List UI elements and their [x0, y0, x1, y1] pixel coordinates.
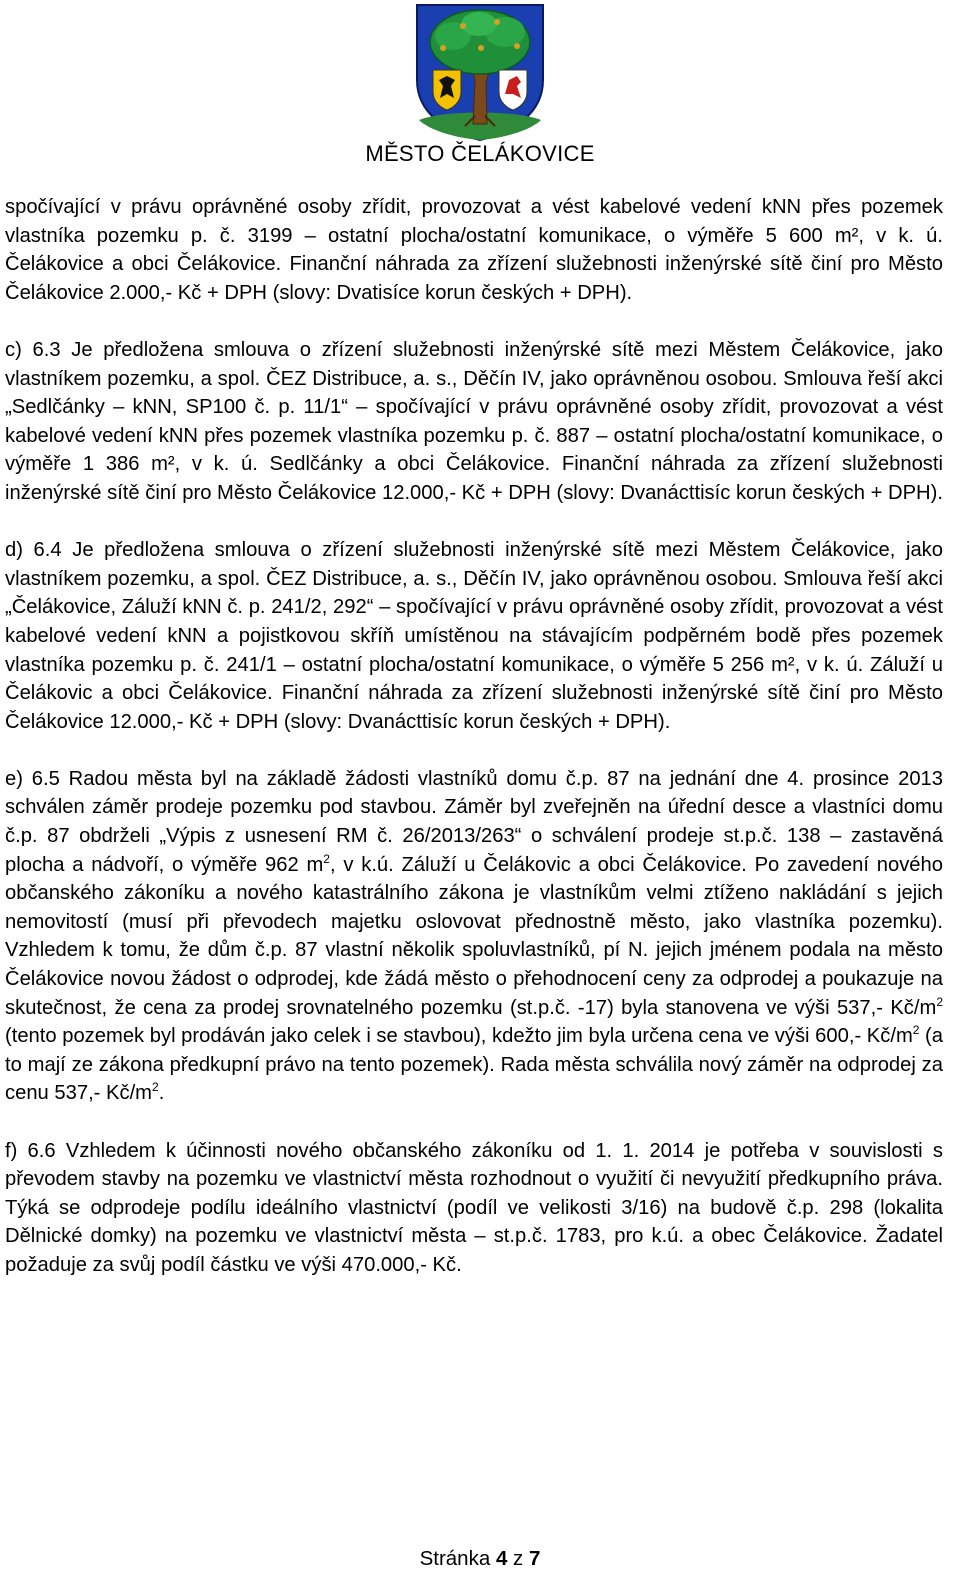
page-number	[0, 1547, 960, 1571]
paragraph-item-e	[5, 765, 943, 1108]
text-run: e) 6.5 Radou města byl na základě žádosti vlastníků domu č.p. 87 na jednání dne 4. prosince 2013 schválen záměr prodeje pozemku pod stavbou. Záměr byl zveřejněn na úřední desce a vlastníci domu č.p. 87 obdrželi „Výpis z usnesení RM č. 26/2013/263“ o schválení prodeje st.p.č. 138 – zastavěná plocha a nádvoří, o výměře 962 m	[5, 767, 943, 876]
town-name: MĚSTO ČELÁKOVICE	[365, 141, 595, 166]
superscript: 2	[323, 851, 330, 866]
paragraph-item-c: c) 6.3 Je předložena smlouva o zřízení služebnosti inženýrské sítě mezi Městem Čelákovice, jako vlastníkem pozemku, a spol. ČEZ Distribuce, a. s., Děčín IV, jako oprávněnou osobou. Smlouva řeší akci „Sedlčánky – kNN, SP100 č. p. 11/1“ – spočívající v právu oprávněné osoby zřídit, provozovat a vést kabelové vedení kNN přes pozemek vlastníka pozemku p. č. 887 – ostatní plocha/ostatní komunikace, o výměře 1 386 m², v k. ú. Sedlčánky a obci Čelákovice. Finanční náhrada za zřízení služebnosti inženýrské sítě činí pro Město Čelákovice 12.000,- Kč + DPH (slovy: Dvanácttisíc korun českých + DPH).	[5, 338, 943, 504]
paragraph-item-d: d) 6.4 Je předložena smlouva o zřízení služebnosti inženýrské sítě mezi Městem Čelákovice, jako vlastníkem pozemku, a spol. ČEZ Distribuce, a. s., Děčín IV, jako oprávněnou osobou. Smlouva řeší akci „Čelákovice, Záluží kNN č. p. 241/2, 292“ – spočívající v právu oprávněné osoby zřídit, provozovat a vést kabelové vedení kNN a pojistkovou skříň umístěnou na stávajícím podpěrném bodě přes pozemek vlastníka pozemku p. č. 241/1 – ostatní plocha/ostatní komunikace, o výměře 5 256 m², v k. ú. Záluží u Čelákovic a obci Čelákovice. Finanční náhrada za zřízení služebnosti inženýrské sítě činí pro Město Čelákovice 12.000,- Kč + DPH (slovy: Dvanácttisíc korun českých + DPH).	[5, 539, 943, 733]
text-run: , v k.ú. Záluží u Čelákovic a obci Čelákovice. Po zavedení nového občanského zákoníku a nového katastrálního zákona je vlastníkům velmi ztíženo nakládání s jejich nemovitostí (musí při převodech majetku oslovovat přednostně město, jako vlastníka pozemku). Vzhledem k tomu, že dům č.p. 87 vlastní několik spoluvlastníků, pí N. jejich jménem podala na město Čelákovice novou žádost o odprodej, kde žádá město o přehodnocení ceny za odprodej a poukazuje na skutečnost, že cena za prodej srovnatelného pozemku (st.p.č. -17) byla stanovena ve výši 537,- Kč/m	[5, 853, 943, 1019]
superscript: 2	[152, 1080, 159, 1095]
page-total: 7	[529, 1547, 541, 1570]
page-label: Stránka	[419, 1547, 496, 1570]
text-run: (a to mají ze zákona předkupní právo na tento pozemek). Rada města schválila nový záměr na odprodej za cenu 537,- Kč/m	[5, 1025, 944, 1105]
town-coat-of-arms	[413, 2, 547, 142]
text-run: .	[158, 1082, 165, 1105]
superscript: 2	[936, 994, 943, 1009]
page-header	[0, 0, 960, 175]
paragraph-continuation: spočívající v právu oprávněné osoby zřídit, provozovat a vést kabelové vedení kNN přes pozemek vlastníka pozemku p. č. 3199 – ostatní plocha/ostatní komunikace, o výměře 5 600 m², v k. ú. Čelákovice a obci Čelákovice. Finanční náhrada za zřízení služebnosti inženýrské sítě činí pro Město Čelákovice 2.000,- Kč + DPH (slovy: Dvatisíce korun českých + DPH).	[5, 196, 943, 304]
page-current: 4	[495, 1547, 508, 1570]
text-run: (tento pozemek byl prodáván jako celek i se stavbou), kdežto jim byla určena cena ve výši 600,- Kč/m	[5, 1025, 913, 1048]
document-body	[5, 193, 943, 1308]
page-of-label: z	[507, 1547, 529, 1570]
paragraph-item-f: f) 6.6 Vzhledem k účinnosti nového občanského zákoníku od 1. 1. 2014 je potřeba v souvislosti s převodem stavby na pozemku ve vlastnictví města rozhodnout o využití či nevyužití předkupního práva. Týká se odprodeje podílu ideálního vlastnictví (podíl ve velikosti 3/16) na budově č.p. 298 (lokalita Dělnické domky) na pozemku ve vlastnictví města – st.p.č. 1783, pro k.ú. a obec Čelákovice. Žadatel požaduje za svůj podíl částku ve výši 470.000,- Kč.	[5, 1139, 943, 1276]
superscript: 2	[912, 1023, 920, 1038]
